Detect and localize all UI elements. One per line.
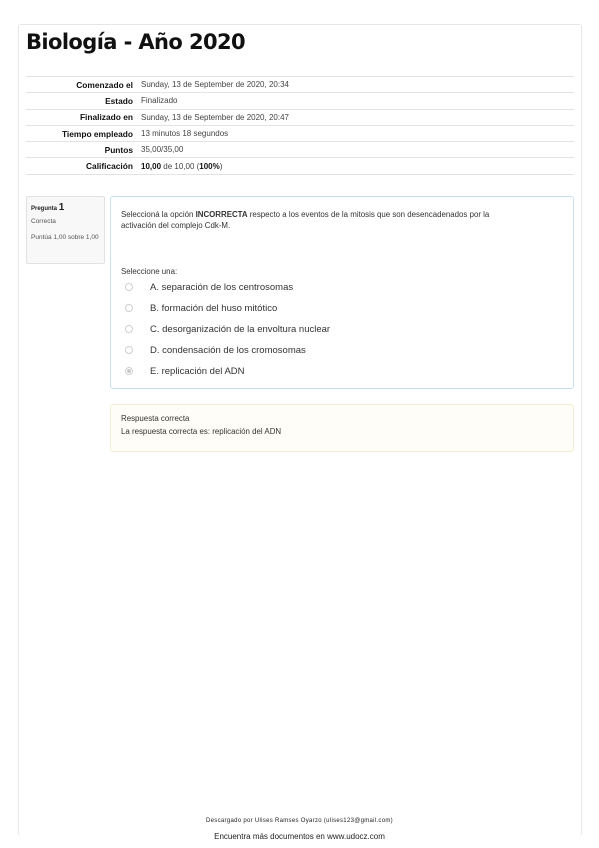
radio-button-selected[interactable]	[125, 367, 133, 375]
summary-row-finished	[26, 109, 574, 125]
radio-button[interactable]	[125, 346, 133, 354]
answer-option-label: C. desorganización de la envoltura nuclear	[150, 323, 331, 335]
question-state: Correcta	[31, 218, 56, 225]
page-title: Biología - Año 2020	[26, 30, 245, 54]
answer-option-e[interactable]	[125, 364, 245, 378]
feedback-status: Respuesta correcta	[121, 414, 190, 423]
question-info	[26, 196, 105, 264]
summary-label: Tiempo empleado	[61, 128, 133, 139]
summary-row-started	[26, 77, 574, 93]
radio-button[interactable]	[125, 325, 133, 333]
summary-row-grade	[26, 158, 574, 174]
summary-label: Calificación	[85, 161, 133, 172]
answer-option-a[interactable]	[125, 280, 293, 294]
summary-row-time-taken	[26, 125, 574, 141]
question-text-part: respecto a los eventos de la mitosis que son desencadenados por la activación del complejo Cdk-M.	[121, 210, 490, 230]
summary-value: 13 minutos 18 segundos	[141, 129, 229, 139]
answer-option-c[interactable]	[125, 322, 330, 336]
grade-percent: 100%	[199, 161, 220, 171]
more-documents-link[interactable]: Encuentra más documentos en www.udocz.com	[214, 832, 385, 841]
grade-close: )	[219, 161, 223, 171]
summary-label: Estado	[105, 95, 133, 106]
grade-out-of: de 10,00 (	[161, 161, 200, 171]
summary-value: Sunday, 13 de September de 2020, 20:34	[141, 80, 289, 90]
answer-option-label: D. condensación de los cromosomas	[150, 344, 306, 356]
summary-value: Finalizado	[141, 96, 178, 106]
summary-value: Sunday, 13 de September de 2020, 20:47	[141, 112, 289, 122]
summary-label: Puntos	[104, 144, 133, 155]
question-number-label: Pregunta	[31, 206, 58, 212]
question-number-value: 1	[58, 202, 65, 213]
answer-option-label: A. separación de los centrosomas	[150, 281, 294, 293]
feedback-box	[110, 404, 574, 452]
grade-score: 10,00	[141, 161, 162, 171]
question-content	[110, 196, 574, 389]
question-grade: Puntúa 1,00 sobre 1,00	[31, 234, 99, 241]
radio-button[interactable]	[125, 283, 133, 291]
feedback-correct-answer: La respuesta correcta es: replicación del ADN	[121, 427, 282, 436]
summary-row-marks	[26, 142, 574, 158]
question-text-emphasis: INCORRECTA	[195, 210, 248, 219]
summary-row-state	[26, 93, 574, 109]
answer-option-label: B. formación del huso mitótico	[150, 302, 278, 314]
answer-option-b[interactable]	[125, 301, 277, 315]
summary-value	[137, 158, 574, 174]
answer-option-label: E. replicación del ADN	[150, 365, 245, 377]
download-credit: Descargado por Ulises Ramses Oyarzo (ulises123@gmail.com)	[206, 818, 393, 824]
attempt-summary-table	[26, 76, 574, 175]
summary-value: 35,00/35,00	[141, 145, 184, 155]
question-text-part: Seleccioná la opción	[121, 210, 196, 219]
summary-label: Finalizado en	[79, 112, 133, 123]
question-text	[121, 209, 521, 231]
question-number	[31, 202, 100, 213]
answer-prompt: Seleccione una:	[121, 267, 178, 276]
summary-label: Comenzado el	[76, 79, 133, 90]
answer-option-d[interactable]	[125, 343, 306, 357]
radio-button[interactable]	[125, 304, 133, 312]
